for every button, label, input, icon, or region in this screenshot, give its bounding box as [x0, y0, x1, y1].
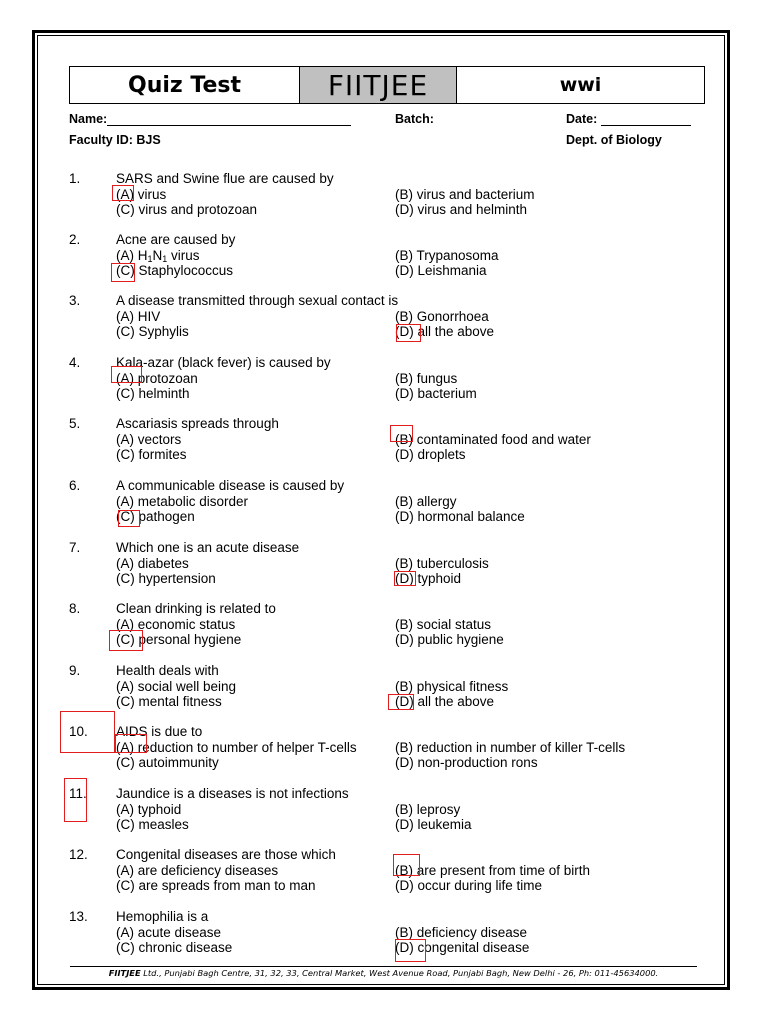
- option-a: (A) protozoan: [116, 370, 198, 386]
- question-text: Kala-azar (black fever) is caused by: [116, 355, 331, 370]
- subscript: 1: [162, 253, 168, 264]
- option-b: (B) contaminated food and water: [395, 431, 591, 447]
- footer: [70, 968, 697, 978]
- question-5: [69, 416, 709, 464]
- option-d: (D) occur during life time: [395, 878, 543, 893]
- option-a: (A) diabetes: [116, 555, 189, 571]
- answer-mark: [394, 571, 416, 586]
- question-number: 6.: [69, 478, 81, 493]
- answer-mark: [64, 778, 87, 822]
- question-text: Clean drinking is related to: [116, 601, 276, 616]
- date-blank: [601, 113, 691, 126]
- option-a: (A) social well being: [116, 678, 237, 694]
- option-a: (A) metabolic disorder: [116, 493, 249, 509]
- option-d: (D) all the above: [395, 694, 495, 709]
- question-number: 11.: [69, 786, 87, 801]
- option-c: (C) helminth: [116, 386, 190, 401]
- option-b: (B) Gonorrhoea: [395, 308, 489, 324]
- option-c: (C) are spreads from man to man: [116, 878, 316, 893]
- option-d: (D) leukemia: [395, 817, 472, 832]
- question-text: A communicable disease is caused by: [116, 478, 345, 493]
- subscript: 1: [147, 253, 153, 264]
- option-b: (B) virus and bacterium: [395, 186, 535, 202]
- question-text: Acne are caused by: [116, 232, 236, 247]
- answer-mark: [111, 263, 135, 282]
- answer-mark: [388, 694, 414, 710]
- answer-mark: [60, 711, 115, 753]
- question-number: 13.: [69, 909, 88, 924]
- question-12: [69, 847, 709, 895]
- option-c: (C) hypertension: [116, 571, 216, 586]
- option-d: (D) non-production rons: [395, 755, 538, 770]
- option-a-suffix: virus: [167, 247, 200, 263]
- option-d: (D) all the above: [395, 324, 495, 339]
- answer-mark: [111, 366, 142, 383]
- faculty-id: Faculty ID: BJS: [69, 133, 161, 147]
- question-11: [69, 786, 709, 834]
- option-d: (D) virus and helminth: [395, 202, 528, 217]
- option-c: (C) pathogen: [116, 509, 195, 524]
- question-number: 5.: [69, 416, 81, 431]
- option-b: (B) fungus: [395, 370, 458, 386]
- header-code: wwi: [559, 74, 602, 96]
- option-a: (A) vectors: [116, 431, 182, 447]
- option-d: (D) public hygiene: [395, 632, 504, 647]
- option-a: (A) are deficiency diseases: [116, 862, 279, 878]
- option-c: (C) personal hygiene: [116, 632, 242, 647]
- option-b: (B) Trypanosoma: [395, 247, 499, 263]
- option-d: (D) typhoid: [395, 571, 462, 586]
- question-number: 12.: [69, 847, 88, 862]
- question-text: Ascariasis spreads through: [116, 416, 279, 431]
- answer-mark: [109, 630, 143, 651]
- answer-mark: [390, 425, 413, 442]
- brand-logo: FIITJEE: [300, 67, 457, 103]
- answer-mark: [115, 734, 147, 753]
- question-text: SARS and Swine flue are caused by: [116, 171, 334, 186]
- question-6: [69, 478, 709, 526]
- option-b: (B) reduction in number of killer T-cells: [395, 739, 626, 755]
- question-number: 3.: [69, 293, 81, 308]
- option-b: (B) leprosy: [395, 801, 461, 817]
- department: Dept. of Biology: [566, 133, 662, 147]
- option-c: (C) formites: [116, 447, 187, 462]
- option-a-mid: N: [152, 247, 163, 263]
- question-number: 8.: [69, 601, 81, 616]
- option-a: (A) virus: [116, 186, 167, 202]
- option-d: (D) bacterium: [395, 386, 477, 401]
- answer-mark: [118, 510, 140, 527]
- question-text: A disease transmitted through sexual contact is: [116, 293, 399, 308]
- question-1: [69, 171, 709, 219]
- question-number: 10.: [69, 724, 88, 739]
- option-a: (A) typhoid: [116, 801, 182, 817]
- date-field: [566, 112, 691, 126]
- option-a: (A) reduction to number of helper T-cells: [116, 739, 357, 755]
- question-number: 4.: [69, 355, 81, 370]
- question-4: [69, 355, 709, 403]
- option-b: (B) allergy: [395, 493, 457, 509]
- option-a: (A) acute disease: [116, 924, 222, 940]
- question-text: Health deals with: [116, 663, 219, 678]
- footer-address: Ltd., Punjabi Bagh Centre, 31, 32, 33, Central Market, West Avenue Road, Punjabi Bagh, New Delhi - 26, Ph: 011-45634000.: [140, 968, 659, 978]
- footer-brand: FIITJEE: [108, 968, 141, 978]
- option-c: (C) Staphylococcus: [116, 263, 234, 278]
- option-c: (C) measles: [116, 817, 189, 832]
- option-c: (C) virus and protozoan: [116, 202, 258, 217]
- option-d: (D) congenital disease: [395, 940, 530, 955]
- date-label: Date:: [566, 112, 598, 126]
- question-number: 1.: [69, 171, 81, 186]
- option-c: (C) autoimmunity: [116, 755, 219, 770]
- quiz-title: Quiz Test: [70, 67, 300, 103]
- option-b: (B) are present from time of birth: [395, 862, 591, 878]
- answer-mark: [393, 854, 420, 876]
- question-text: Which one is an acute disease: [116, 540, 300, 555]
- option-a-prefix: (A) H: [116, 247, 148, 263]
- question-8: [69, 601, 709, 649]
- question-text: AIDS is due to: [116, 724, 203, 739]
- option-d: (D) droplets: [395, 447, 466, 462]
- option-d: (D) hormonal balance: [395, 509, 525, 524]
- option-c: (C) mental fitness: [116, 694, 222, 709]
- answer-mark: [395, 939, 426, 962]
- question-text: Jaundice is a diseases is not infections: [116, 786, 349, 801]
- option-a: (A) HIV: [116, 308, 161, 324]
- option-d: (D) Leishmania: [395, 263, 487, 278]
- question-10: [69, 724, 709, 772]
- question-number: 2.: [69, 232, 81, 247]
- option-b: (B) deficiency disease: [395, 924, 528, 940]
- header-table: [69, 66, 705, 104]
- question-7: [69, 540, 709, 588]
- option-b: (B) tuberculosis: [395, 555, 489, 571]
- name-field: [69, 112, 351, 126]
- question-3: [69, 293, 709, 341]
- batch-label: Batch:: [395, 112, 434, 126]
- question-number: 7.: [69, 540, 81, 555]
- option-c: (C) Syphylis: [116, 324, 189, 339]
- question-text: Congenital diseases are those which: [116, 847, 336, 862]
- answer-mark: [396, 324, 421, 342]
- name-label: Name:: [69, 112, 108, 126]
- name-blank: [107, 113, 351, 126]
- footer-divider: [70, 966, 697, 967]
- option-c: (C) chronic disease: [116, 940, 233, 955]
- question-number: 9.: [69, 663, 81, 678]
- question-2: [69, 232, 709, 280]
- option-b: (B) physical fitness: [395, 678, 509, 694]
- question-text: Hemophilia is a: [116, 909, 209, 924]
- answer-mark: [112, 185, 134, 201]
- option-a: (A) economic status: [116, 616, 236, 632]
- question-13: [69, 909, 709, 957]
- option-b: (B) social status: [395, 616, 492, 632]
